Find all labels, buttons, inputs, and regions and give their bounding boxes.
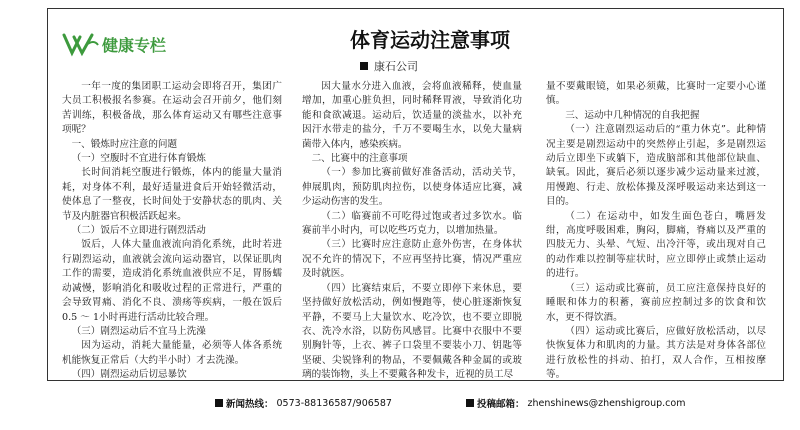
body-paragraph: 量不要戴眼镜，如果必须戴，比赛时一定要小心谨慎。 (546, 81, 766, 107)
hotline-label: 新闻热线： (226, 399, 274, 410)
body-paragraph: 长时间消耗空腹进行锻炼，体内的能量大量消耗，对身体不利，最好适量进食后开始轻微活动，使体息了一整夜，长时间处于安静状态的肌肉、关节及内脏器官积极活跃起来。 (62, 167, 282, 222)
text-column-2 (302, 80, 522, 383)
body-paragraph: （一）参加比赛前做好准备活动，活动关节，伸展肌肉，预防肌肉拉伤，以使身体适应比赛，减少运动伤害的发生。 (302, 167, 522, 208)
square-bullet-icon (360, 62, 368, 70)
body-paragraph: （三）比赛时应注意防止意外伤害，在身体状况不允许的情况下，不应再坚持比赛，情况严重应及时就医。 (302, 239, 522, 280)
text-column-3 (546, 80, 766, 383)
heart-leaf-icon (60, 31, 102, 57)
section-heading: （二）饭后不立即进行剧烈活动 (71, 225, 206, 237)
article-title: 体育运动注意事项 (350, 28, 510, 52)
byline-author: 康石公司 (374, 60, 418, 73)
body-paragraph: 饭后，人体大量血液流向消化系统，此时若进行剧烈运动，血液就会流向运动器官，以保证肌肉工作的需要，造成消化系统血液供应不足，胃肠蠕动减慢，影响消化和吸收过程的正常进行，严重的会导致胃痛、消化不良、溃疡等疾病，一般在饭后0.5 ～ 1小时再进行活动比较合理。 (62, 239, 282, 323)
section-heading: （一）空腹时不宜进行体育锻炼 (71, 153, 206, 165)
square-bullet-icon (466, 399, 474, 407)
submission-email (466, 396, 685, 410)
byline (360, 58, 418, 74)
section-heading: （三）剧烈运动后不宜马上洗澡 (71, 325, 206, 337)
body-paragraph: （三）运动或比赛前，员工应注意保持良好的睡眠和体力的积蓄，赛前应控制过多的饮食和饮水，更不得饮酒。 (546, 282, 766, 323)
body-paragraph: （一）注意剧烈运动后的“重力休克”。此种情况主要是剧烈运动中的突然停止引起，多是剧烈运动后立即坐下或躺下，造成脑部和其他部位缺血、缺氧。因此，赛后必须以逐步减少运动量来过渡，用慢跑、行走、放松体操及深呼吸运动来达到这一目的。 (546, 124, 766, 208)
square-bullet-icon (215, 399, 223, 407)
body-paragraph: （二）在运动中，如发生面色苍白，嘴唇发绀，高度呼吸困难，胸闷，脚痛，脊痛以及严重的四肢无力、头晕、气短、出冷汗等，或出现对自己的动作难以控制等症状时，应立即停止或禁止运动的进行。 (546, 210, 766, 280)
email-address[interactable]: zhenshinews@zhenshigroup.com (527, 397, 686, 409)
column-logo (60, 30, 180, 58)
body-paragraph: 一年一度的集团职工运动会即将召开，集团广大员工积极报名参赛。在运动会召开前夕，他们刻苦训练，积极备战，那么体育运动又有哪些注意事项呢？ (62, 81, 282, 136)
section-heading: 一、锻炼时应注意的问题 (71, 138, 178, 150)
body-paragraph: 因大量水分进入血液，会将血液稀释，使血量增加，加重心脏负担，同时稀释胃液，导致消化功能和食欲减退。运动后，饮适量的淡盐水，以补充因汗水带走的盐分，千万不要喝生水，以免大量病菌带入体内，感染疾病。 (302, 81, 522, 150)
body-paragraph: （四）运动或比赛后，应做好放松活动，以尽快恢复体力和肌肉的力量。其方法是对身体各部位进行放松性的抖动、拍打，双人合作，互相按摩等。 (546, 325, 766, 381)
body-paragraph: （四）比赛结束后，不要立即停下来休息，要坚持做好放松活动，例如慢跑等，使心脏逐渐恢复平静，不要马上大量饮水、吃冷饮，也不要立即脱衣、洗冷水浴，以防伤风感冒。比赛中衣服中不要别胸针等，上衣、裤子口袋里不要装小刀、钥匙等坚硬、尖锐锋利的物品，不要佩戴各种金属的或玻璃的装饰物，头上不要戴各种发卡，近视的员工尽 (302, 282, 522, 381)
section-heading: 三、运动中几种情况的自我把握 (565, 109, 700, 121)
section-heading: 二、比赛中的注意事项 (311, 153, 408, 165)
column-label: 健康专栏 (102, 35, 167, 55)
footer (0, 396, 800, 414)
text-column-1 (62, 80, 282, 383)
body-paragraph: （二）临赛前不可吃得过饱或者过多饮水。临赛前半小时内，可以吃些巧克力，以增加热量。 (302, 210, 522, 237)
hotline-number: 0573-88136587/906587 (276, 397, 392, 409)
email-label: 投稿邮箱： (477, 399, 525, 410)
body-paragraph: 因为运动，消耗大量能量，必须等人体各系统机能恢复正常后（大约半小时）才去洗澡。 (62, 340, 282, 366)
hotline (215, 396, 392, 410)
section-heading: （四）剧烈运动后切忌暴饮 (71, 369, 187, 381)
